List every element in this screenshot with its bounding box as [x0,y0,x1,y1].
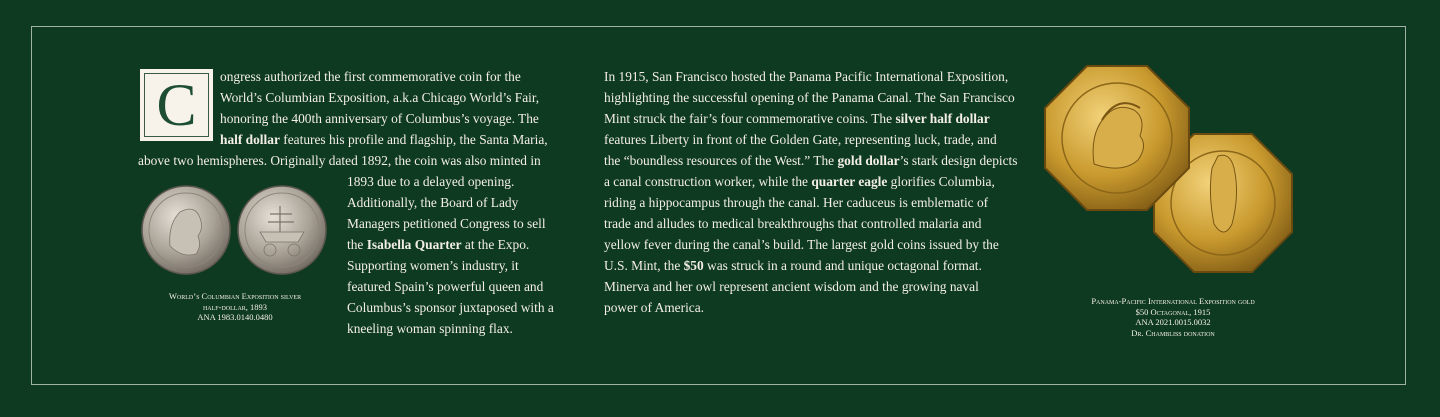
silver-half-dollar-image [140,184,330,278]
gold-coin-caption: Panama-Pacific International Exposition gold $50 Octagonal, 1915 ANA 2021.0015.0032 Dr. Chambliss donation [1091,296,1255,338]
middle-body: In 1915, San Francisco hosted the Panama Pacific International Exposition, highlighting the successful opening of the Panama Canal. The San Francisco Mint struck the fair’s four commemorative coins. The silver half dollar features Liberty in front of the Golden Gate, representing luck, trade, and the “boundless resources of the West.” The gold dollar’s stark design depicts a canal construction worker, while the quarter eagle glorifies Columbia, riding a hippocampus through the canal. Her caduceus is emblematic of trade and alludes to medical breakthroughs that controlled malaria and yellow fever during the canal’s build. The largest gold coins issued by the U.S. Mint, the $50 was struck in a round and unique octagonal format. Minerva and her owl represent ancient wisdom and the growing naval power of America. [604,69,1018,315]
left-intro [220,66,580,150]
left-line: half dollar features his profile and flagship, the Santa Maria, [220,132,548,147]
left-body: 1893 due to a delayed opening. Additionally, the Board of Lady Managers petitioned Congress to sell the Isabella Quarter at the Expo. Supporting women’s industry, it featured Spain’s powerful queen and Columbus’s sponsor juxtaposed with a kneeling woman spinning flax. [347,174,554,336]
left-line: honoring the 400th anniversary of Columbus’s voyage. The [220,111,539,126]
drop-cap [140,69,213,141]
drop-cap-letter: C [156,72,197,138]
gold-octagonal-coin-image [1042,64,1312,294]
silver-coin-caption: World’s Columbian Exposition silver half-dollar, 1893 ANA 1983.0140.0480 [168,291,302,322]
left-line-5: above two hemispheres. Originally dated 1892, the coin was also minted in [138,153,541,168]
left-line: World’s Columbian Exposition, a.k.a Chicago World’s Fair, [220,90,540,105]
left-line: ongress authorized the first commemorative coin for the [220,69,521,84]
